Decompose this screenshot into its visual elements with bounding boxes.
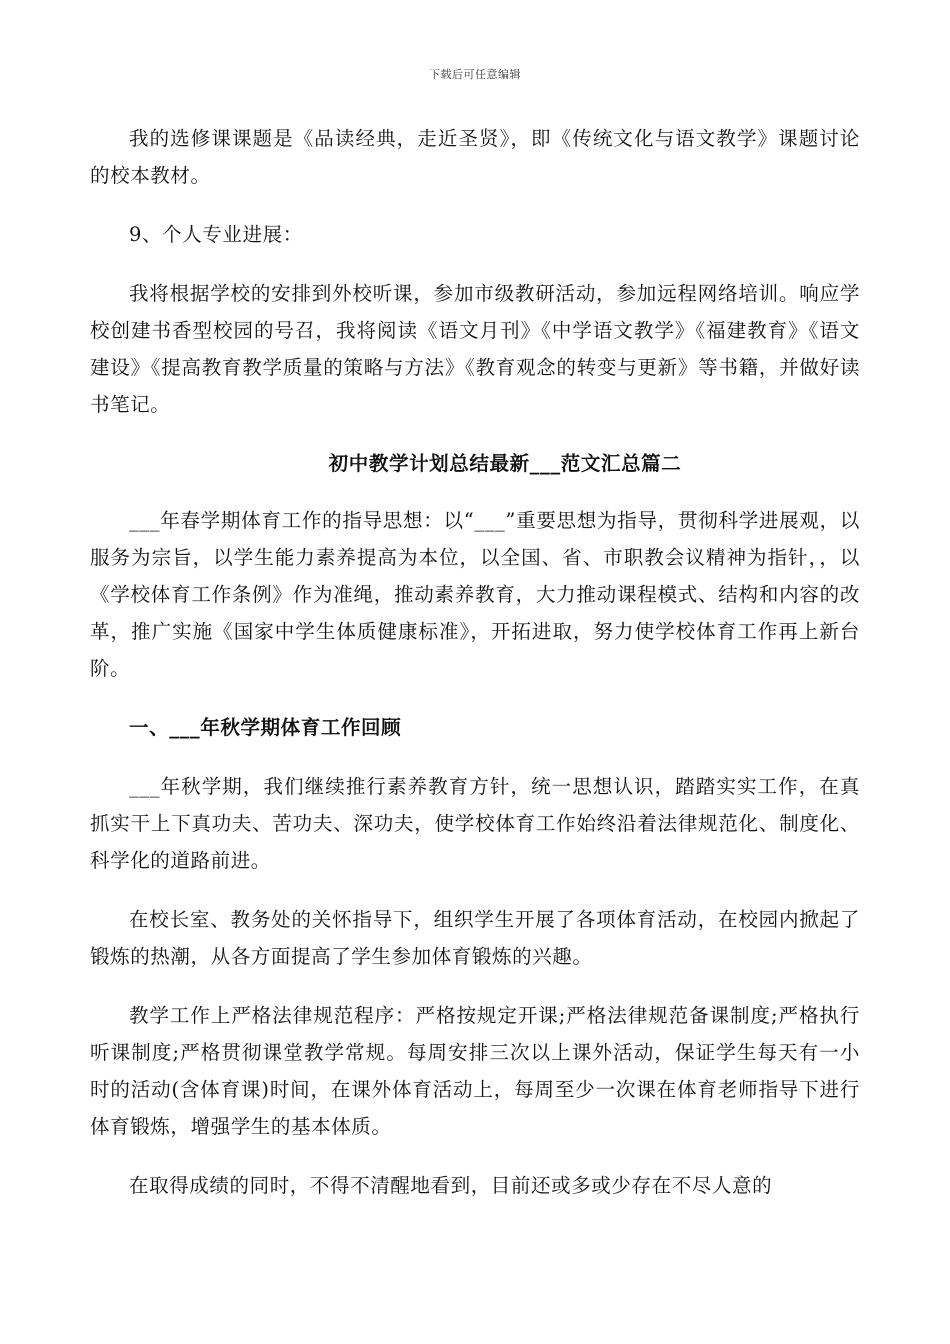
section-heading-review: 一、___年秋学期体育工作回顾 (129, 716, 402, 739)
section-title: 初中教学计划总结最新___范文汇总篇二 (328, 452, 682, 475)
paragraph-teaching-standards: 教学工作上严格法律规范程序：严格按规定开课;严格法律规范备课制度;严格执行听课制度;严格贯彻课堂教学常规。每周安排三次以上课外活动，保证学生每天有一小时的活动(含体育课)时间，在课外体育活动上，每周至少一次课在体育老师指导下进行体育锻炼，增强学生的基本体质。 (90, 1004, 860, 1138)
paragraph-activities: 在校长室、教务处的关怀指导下，组织学生开展了各项体育活动，在校园内掀起了锻炼的热潮，从各方面提高了学生参加体育锻炼的兴趣。 (90, 908, 860, 968)
paragraph-shortcomings: 在取得成绩的同时，不得不清醒地看到，目前还或多或少存在不尽人意的 (129, 1174, 773, 1197)
paragraph-autumn-review: ___年秋学期，我们继续推行素养教育方针，统一思想认识，踏踏实实工作，在真抓实干上下真功夫、苦功夫、深功夫，使学校体育工作始终沿着法律规范化、制度化、科学化的道路前进。 (90, 775, 860, 872)
page-header: 下载后可任意编辑 (429, 68, 521, 81)
paragraph-reading-plan: 我将根据学校的安排到外校听课，参加市级教研活动，参加远程网络培训。响应学校创建书香型校园的号召，我将阅读《语文月刊》《中学语文教学》《福建教育》《语文建设》《提高教育教学质量的策略与方法》《教育观念的转变与更新》等书籍，并做好读书笔记。 (90, 282, 860, 416)
paragraph-guiding-ideology: ___年春学期体育工作的指导思想：以“___”重要思想为指导，贯彻科学进展观，以服务为宗旨，以学生能力素养提高为本位，以全国、省、市职教会议精神为指针，，以《学校体育工作条例》作为准绳，推动素养教育，大力推动课程模式、结构和内容的改革，推广实施《国家中学生体质健康标准》，开拓进取，努力使学校体育工作再上新台阶。 (90, 509, 860, 680)
paragraph-elective-topic: 我的选修课课题是《品读经典，走近圣贤》，即《传统文化与语文教学》课题讨论的校本教材。 (90, 127, 860, 187)
paragraph-professional-development-label: 9、个人专业进展： (129, 223, 303, 246)
document-body (90, 120, 860, 1226)
